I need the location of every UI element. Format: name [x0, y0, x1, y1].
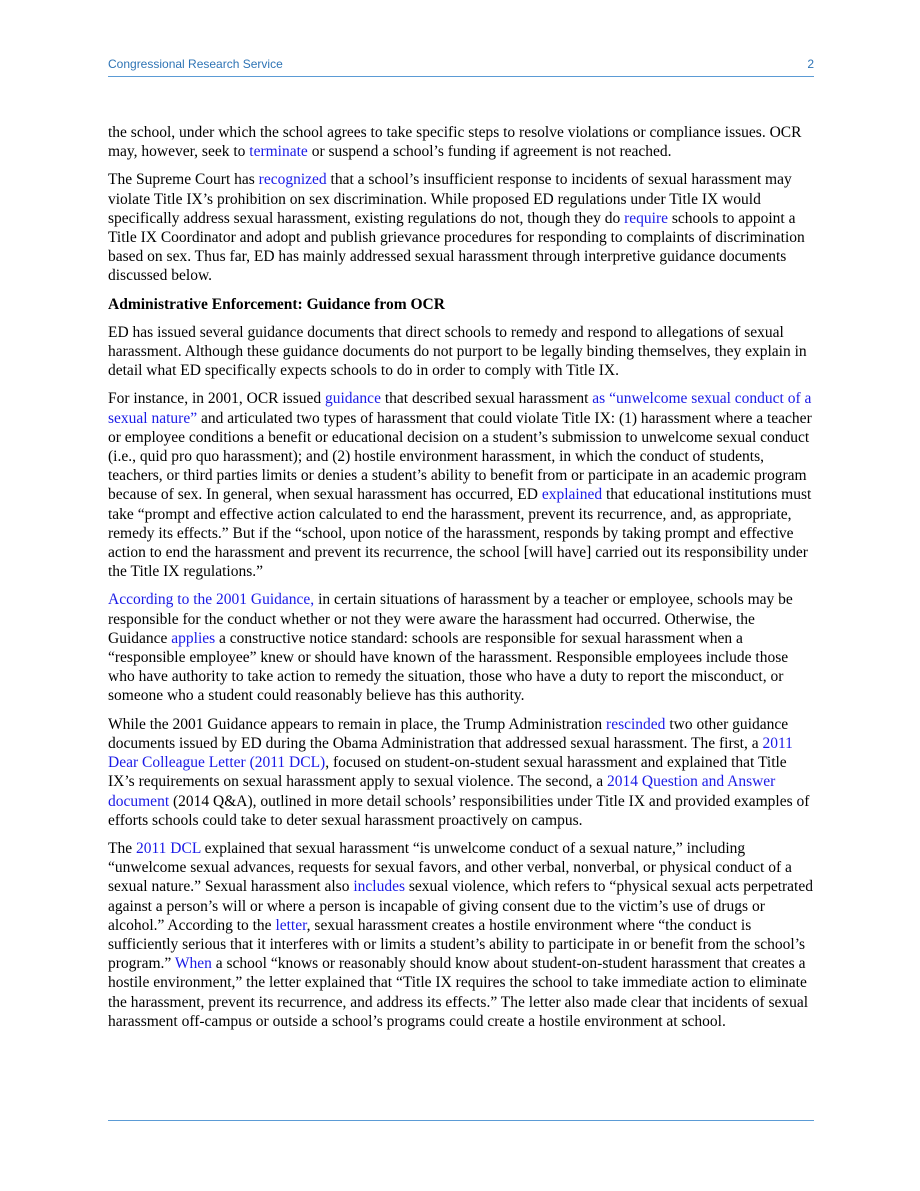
footer-divider	[108, 1120, 814, 1121]
paragraph-1	[108, 123, 814, 161]
text: or suspend a school’s funding if agreement is not reached.	[307, 143, 672, 161]
text: ED has issued several guidance documents that direct schools to remedy and respond to allegations of sexual harassment. Although these guidance documents do not purport to be legally binding themselves, they explain in detail what ED specifically expects schools to do in order to comply with Title IX.	[108, 323, 807, 380]
link-letter[interactable]: letter	[275, 916, 307, 934]
text: sexual violence, which refers to “physical sexual acts perpetrated against a person’s will or where a person is incapable of giving consent due to the victim’s use of drugs or alcohol.” According to the	[108, 878, 813, 934]
text: For instance, in 2001, OCR issued	[108, 390, 325, 408]
link-2014-qa-document[interactable]: 2014 Question and Answer document	[108, 773, 776, 810]
paragraph-3	[108, 323, 814, 381]
paragraph-5	[108, 590, 814, 705]
link-rescinded[interactable]: rescinded	[606, 715, 666, 733]
text: in certain situations of harassment by a teacher or employee, schools may be responsible for the conduct whether or not they were aware the harassment had occurred. Otherwise, the Guidance	[108, 591, 793, 647]
text: While the 2001 Guidance appears to remain in place, the Trump Administration	[108, 715, 607, 733]
text: that educational institutions must take “prompt and effective action calculated to end the harassment, prevent its recurrence, and, as appropriate, remedy its effects.” But if the “school, upon notice of the harassment, responds by taking prompt and effective action to end the harassment and prevent its recurrence, the school [will have] carried out its responsibility under the Title IX regulations.”	[108, 486, 812, 581]
text: The Supreme Court has	[108, 171, 259, 189]
text: a constructive notice standard: schools are responsible for sexual harassment when a “responsible employee” knew or should have known of the harassment. Responsible employees include those who have authority to take action to remedy the situation, those who have a duty to report the misconduct, or someone who a student could reasonably believe has this authority.	[108, 629, 789, 705]
link-2011-dcl-letter[interactable]: 2011 Dear Colleague Letter (2011 DCL)	[108, 734, 793, 772]
paragraph-7	[108, 839, 814, 1031]
text: that described sexual harassment	[380, 390, 593, 408]
link-applies[interactable]: applies	[171, 629, 216, 647]
link-terminate[interactable]: terminate	[249, 143, 308, 161]
link-when[interactable]: When	[174, 955, 212, 973]
link-recognized[interactable]: recognized	[258, 171, 327, 189]
text: The	[108, 839, 136, 857]
text: two other guidance documents issued by ED during the Obama Administration that addressed sexual harassment. The first, a	[108, 715, 789, 752]
paragraph-4	[108, 389, 814, 581]
link-2011-dcl[interactable]: 2011 DCL	[135, 839, 201, 857]
link-2001-guidance[interactable]: According to the 2001 Guidance,	[108, 591, 315, 609]
section-heading: Administrative Enforcement: Guidance from OCR	[108, 295, 445, 313]
text: schools to appoint a Title IX Coordinator and adopt and publish grievance procedures for responding to complaints of discrimination based on sex. Thus far, ED has mainly addressed sexual harassment through interpretive guidance documents discussed below.	[108, 209, 805, 285]
link-unwelcome-sexual-conduct[interactable]: as “unwelcome sexual conduct of a sexual nature”	[108, 390, 812, 427]
link-require[interactable]: require	[624, 209, 669, 227]
header-title: Congressional Research Service	[108, 57, 283, 71]
text: (2014 Q&A), outlined in more detail schools’ responsibilities under Title IX and provided examples of efforts schools could take to deter sexual harassment proactively on campus.	[108, 792, 810, 829]
text: and articulated two types of harassment that could violate Title IX: (1) harassment where a teacher or employee conditions a benefit or educational decision on a student’s submission to unwelcome sexual conduct (i.e., quid pro quo harassment); and (2) hostile environment harassment, in which the conduct of students, teachers, or third parties limits or denies a student’s ability to benefit from or participate in an academic program because of sex. In general, when sexual harassment has occurred, ED	[108, 409, 812, 504]
text: that a school’s insufficient response to incidents of sexual harassment may violate Title IX’s prohibition on sex discrimination. While proposed ED regulations under Title IX would specifically address sexual harassment, existing regulations do not, though they do	[108, 171, 792, 227]
link-explained[interactable]: explained	[541, 486, 603, 504]
link-guidance[interactable]: guidance	[325, 390, 381, 408]
text: , sexual harassment creates a hostile environment where “the conduct is sufficiently serious that it interferes with or limits a student’s ability to participate in or benefit from the school’s program.”	[108, 916, 806, 973]
text: the school, under which the school agrees to take specific steps to resolve violations or compliance issues. OCR may, however, seek to	[108, 124, 802, 161]
text: explained that sexual harassment “is unwelcome conduct of a sexual nature,” including “unwelcome sexual advances, requests for sexual favors, and other verbal, nonverbal, or physical conduct of a sexual nature.” Sexual harassment also	[108, 839, 792, 896]
text: a school “knows or reasonably should know about student-on-student harassment that creates a hostile environment,” the letter explained that “Title IX requires the school to take immediate action to eliminate the harassment, prevent its recurrence, and address its effects.” The letter also made clear that incidents of sexual harassment off-campus or outside a school’s programs could create a hostile environment at school.	[108, 955, 809, 1030]
link-includes[interactable]: includes	[353, 878, 405, 896]
page-number: 2	[807, 57, 814, 71]
text: , focused on student-on-student sexual harassment and explained that Title IX’s requirements on sexual harassment apply to sexual violence. The second, a	[108, 754, 787, 791]
paragraph-2	[108, 170, 814, 285]
paragraph-6	[108, 715, 814, 830]
document-body	[108, 123, 814, 1040]
header-divider	[108, 76, 814, 77]
